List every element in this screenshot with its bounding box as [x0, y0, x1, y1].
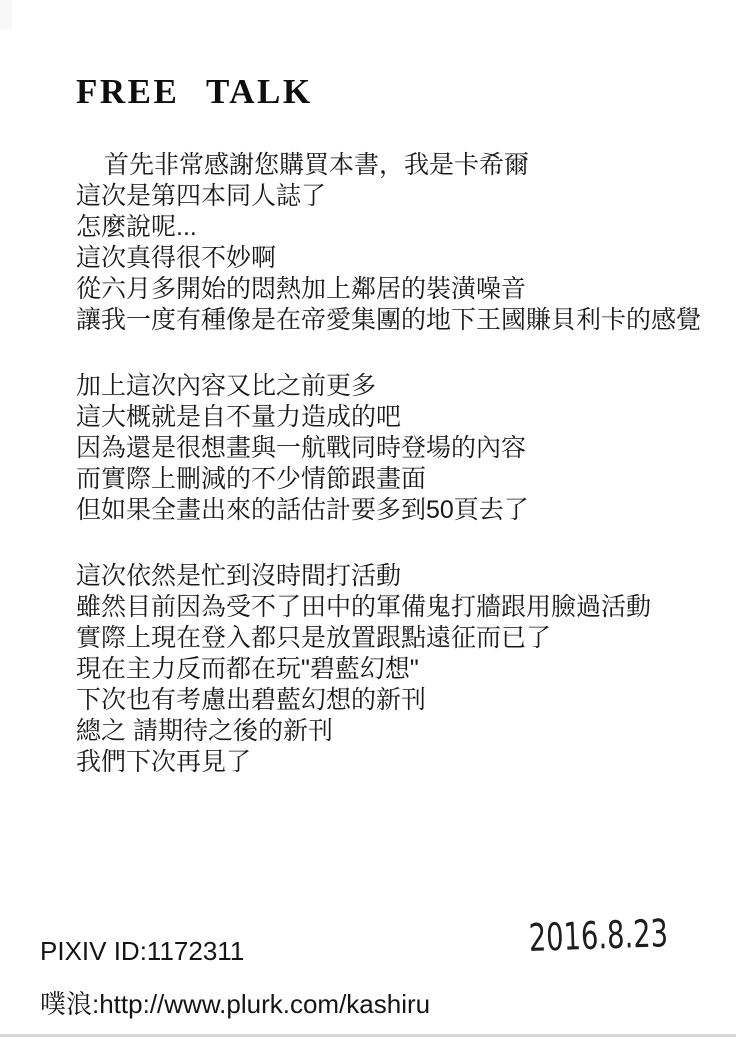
body-line: 因為還是很想畫與一航戰同時登場的內容 — [76, 434, 527, 462]
scan-artifact-bottom-edge — [0, 1034, 736, 1037]
body-line: 而實際上刪減的不少情節跟畫面 — [76, 465, 427, 493]
body-line: 現在主力反而都在玩"碧藍幻想" — [76, 655, 419, 683]
body-line: 從六月多開始的悶熱加上鄰居的裝潢噪音 — [76, 275, 527, 303]
body-line: 讓我一度有種像是在帝愛集團的地下王國賺貝利卡的感覺 — [76, 306, 702, 334]
scan-artifact-top-left — [0, 0, 12, 30]
afterword-body — [76, 150, 736, 778]
body-line: 雖然目前因為受不了田中的軍備鬼打牆跟用臉過活動 — [76, 593, 652, 621]
plurk-url-text: 噗浪:http://www.plurk.com/kashiru — [40, 989, 431, 1019]
body-line: 下次也有考慮出碧藍幻想的新刊 — [76, 686, 427, 714]
paragraph-3 — [76, 561, 736, 778]
pixiv-id-text: PIXIV ID:1172311 — [40, 936, 245, 966]
body-line: 實際上現在登入都只是放置跟點遠征而已了 — [76, 624, 552, 652]
paragraph-2 — [76, 371, 736, 526]
paragraph-1 — [76, 150, 736, 336]
page-title: FREE TALK — [76, 72, 313, 111]
body-line: 總之 請期待之後的新刊 — [76, 717, 333, 745]
handwritten-date: 2016.8.23 — [528, 911, 669, 960]
body-line: 這次真得很不妙啊 — [76, 244, 277, 272]
body-line: 這次依然是忙到沒時間打活動 — [76, 562, 402, 590]
body-line: 首先非常感謝您購買本書，我是卡希爾 — [104, 151, 530, 179]
body-line: 我們下次再見了 — [76, 748, 252, 776]
body-line: 這大概就是自不量力造成的吧 — [76, 403, 402, 431]
body-line: 怎麼說呢... — [76, 213, 197, 241]
body-line: 這次是第四本同人誌了 — [76, 182, 327, 210]
body-line: 加上這次內容又比之前更多 — [76, 372, 377, 400]
body-line: 但如果全畫出來的話估計要多到50頁去了 — [76, 496, 529, 524]
